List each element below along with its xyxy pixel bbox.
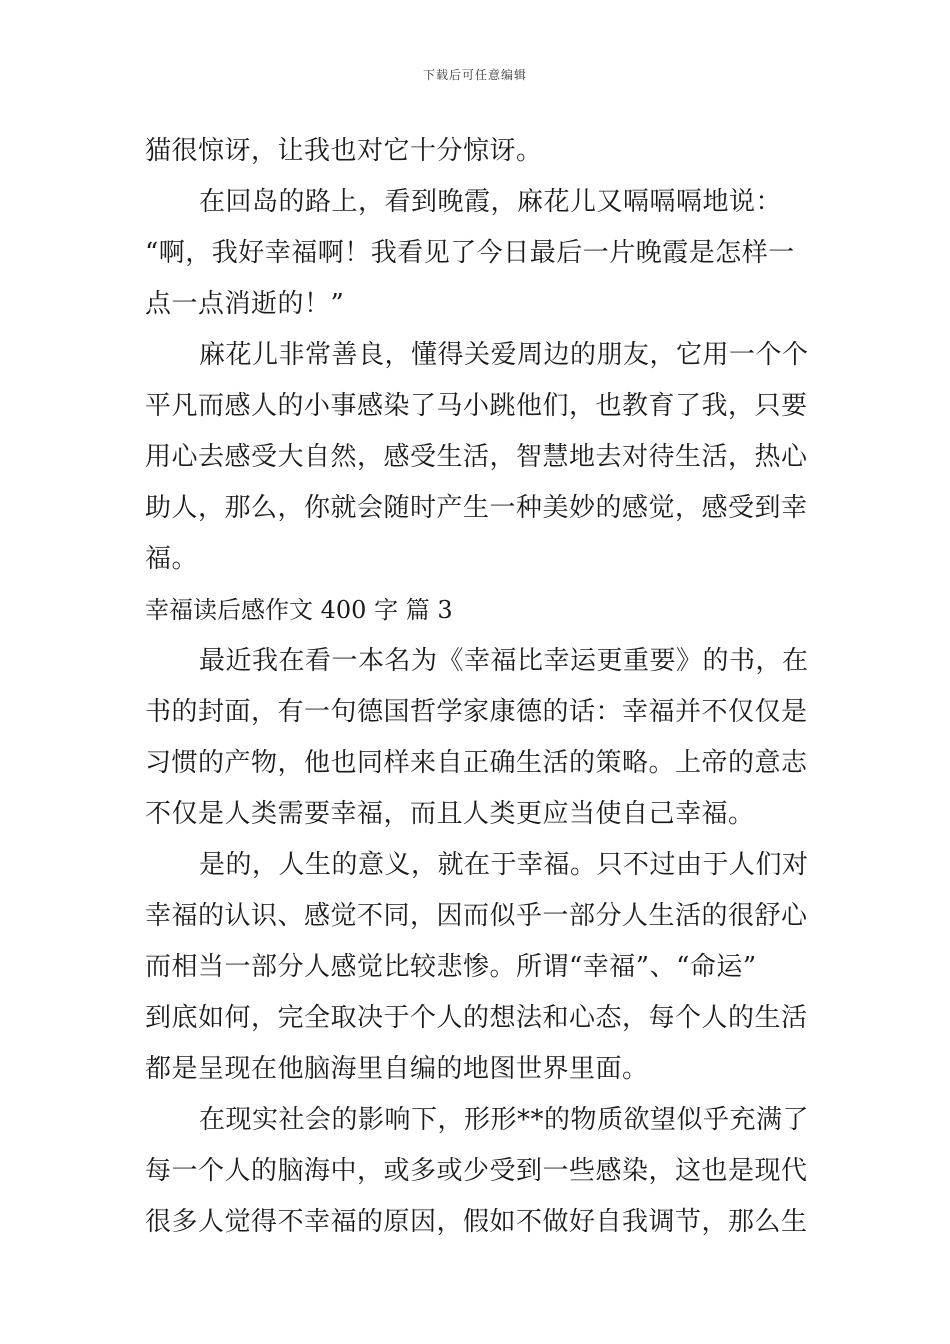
text-line: 幸福的认识、感觉不同，因而似乎一部分人生活的很舒心 [145, 901, 808, 931]
text-line: 福。 [145, 544, 199, 574]
text-line: 点一点消逝的！” [145, 289, 345, 319]
text-line: 到底如何，完全取决于个人的想法和心态，每个人的生活 [145, 1003, 808, 1033]
text-line: “啊，我好幸福啊！我看见了今日最后一片晚霞是怎样一 [145, 238, 795, 268]
text-line: 麻花儿非常善良，懂得关爱周边的朋友，它用一个个 [199, 340, 809, 370]
text-line: 而相当一部分人感觉比较悲惨。所谓“幸福”、“命运” [145, 952, 757, 982]
text-line: 很多人觉得不幸福的原因，假如不做好自我调节，那么生 [145, 1207, 808, 1237]
text-line: 习惯的产物，他也同样来自正确生活的策略。上帝的意志 [145, 748, 808, 778]
text-line: 助人，那么，你就会随时产生一种美妙的感觉，感受到幸 [145, 493, 808, 523]
text-line: 用心去感受大自然，感受生活，智慧地去对待生活，热心 [145, 442, 808, 472]
text-line: 猫很惊讶，让我也对它十分惊讶。 [145, 136, 543, 166]
text-line: 都是呈现在他脑海里自编的地图世界里面。 [145, 1054, 649, 1084]
text-line: 书的封面，有一句德国哲学家康德的话：幸福并不仅仅是 [145, 697, 808, 727]
text-line: 是的，人生的意义，就在于幸福。只不过由于人们对 [199, 850, 809, 880]
section-heading: 幸福读后感作文 400 字 篇 3 [145, 596, 453, 624]
text-line: 每一个人的脑海中，或多或少受到一些感染，这也是现代 [145, 1156, 808, 1186]
text-line: 在回岛的路上，看到晚霞，麻花儿又嗝嗝嗝地说： [199, 187, 783, 217]
page-header: 下载后可任意编辑 [422, 68, 527, 82]
text-line: 最近我在看一本名为《幸福比幸运更重要》的书，在 [199, 646, 809, 676]
text-line: 平凡而感人的小事感染了马小跳他们，也教育了我，只要 [145, 391, 808, 421]
text-line: 在现实社会的影响下，形形**的物质欲望似乎充满了 [199, 1105, 810, 1135]
document-body [145, 126, 810, 1248]
text-line: 不仅是人类需要幸福，而且人类更应当使自己幸福。 [145, 799, 755, 829]
